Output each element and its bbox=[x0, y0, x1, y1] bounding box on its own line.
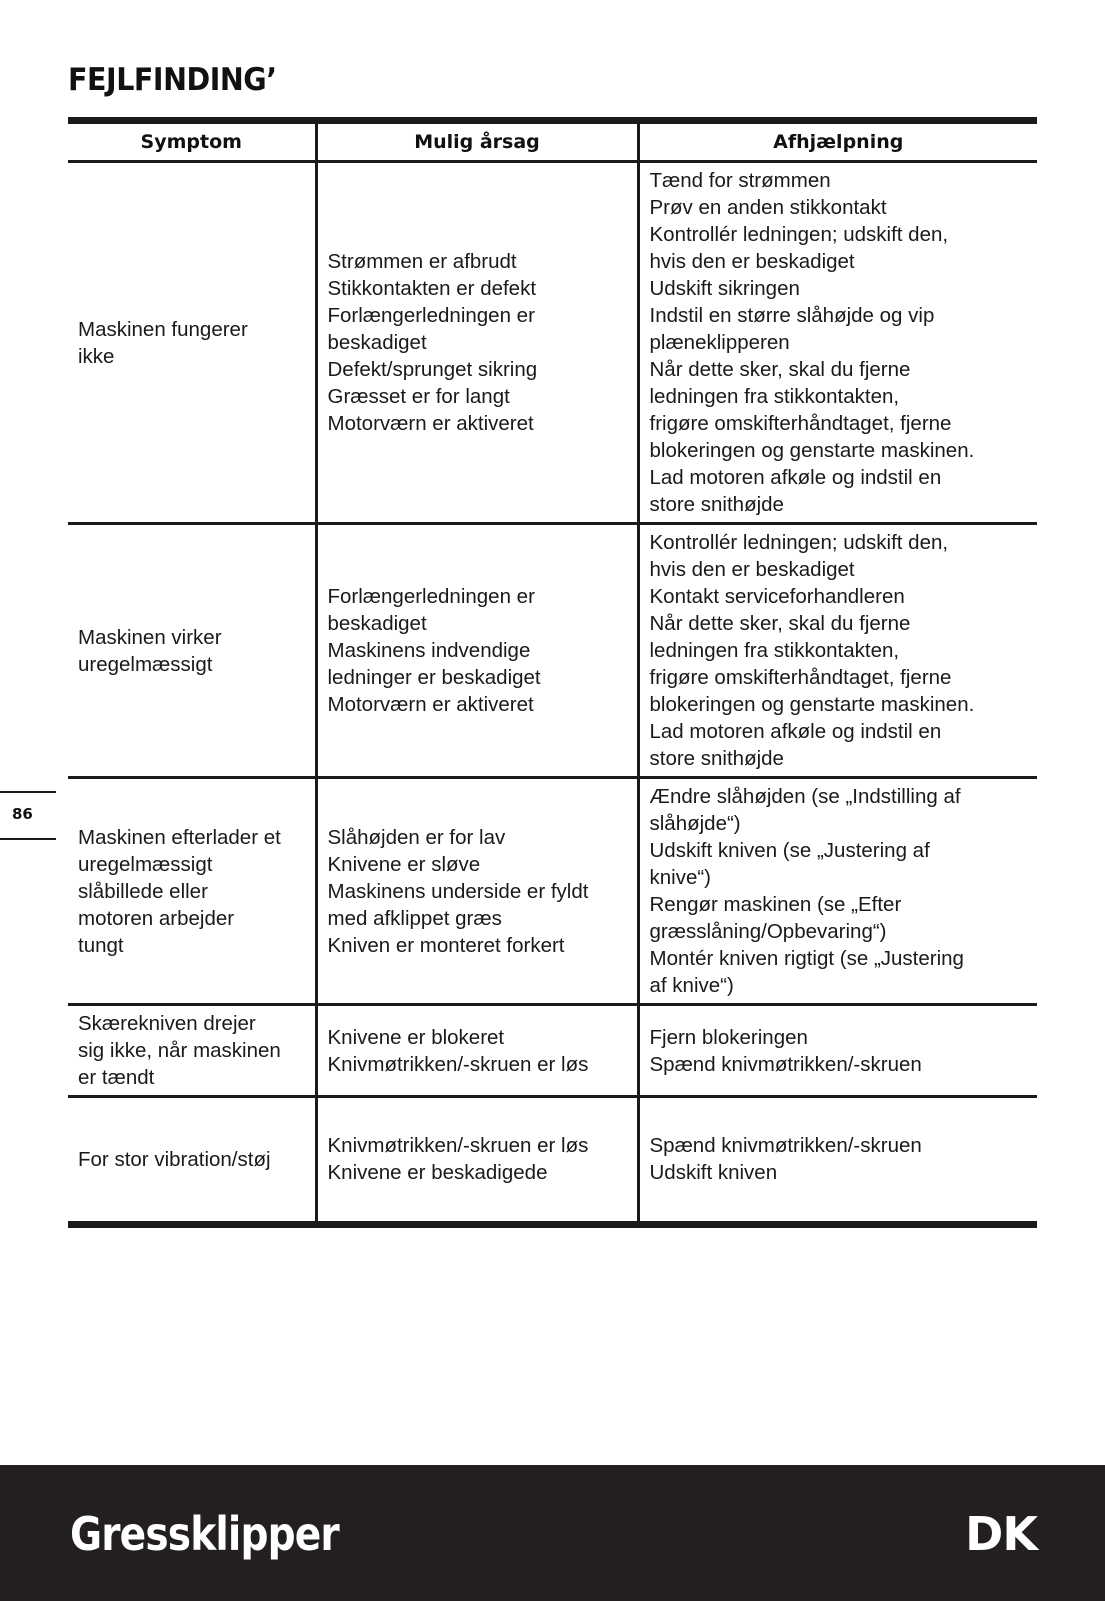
cause-line: ledninger er beskadiget bbox=[327, 666, 541, 689]
remedy-line: Prøv en anden stikkontakt bbox=[649, 196, 887, 219]
symptom-cell bbox=[68, 778, 316, 1005]
remedy-line: Tænd for strømmen bbox=[649, 169, 831, 192]
remedy-line: Kontrollér ledningen; udskift den, bbox=[649, 531, 949, 554]
table-row bbox=[68, 1097, 1037, 1221]
page-title: FEJLFINDING’ bbox=[68, 62, 277, 98]
remedy-line: slåhøjde“) bbox=[649, 812, 741, 835]
symptom-line: For stor vibration/støj bbox=[78, 1147, 271, 1171]
symptom-line: uregelmæssigt bbox=[78, 852, 213, 876]
cause-line: Motorværn er aktiveret bbox=[327, 693, 534, 716]
remedy-line: store snithøjde bbox=[649, 747, 784, 770]
symptom-line: tungt bbox=[78, 933, 124, 957]
remedy-cell bbox=[638, 524, 1037, 778]
remedy-line: knive“) bbox=[649, 866, 712, 889]
remedy-line: Når dette sker, skal du fjerne bbox=[649, 358, 911, 381]
cause-line: Kniven er monteret forkert bbox=[327, 933, 565, 957]
remedy-line: store snithøjde bbox=[649, 493, 784, 516]
remedy-line: Udskift sikringen bbox=[649, 277, 800, 300]
cause-cell bbox=[316, 778, 638, 1005]
footer-language-code: DK bbox=[965, 1507, 1037, 1561]
remedy-line: Spænd knivmøtrikken/-skruen bbox=[649, 1052, 922, 1076]
footer-bar bbox=[0, 1465, 1105, 1601]
cause-line: Knivene er blokeret bbox=[327, 1025, 505, 1049]
header-remedy: Afhjælpning bbox=[638, 124, 1037, 162]
cause-line: Knivmøtrikken/-skruen er løs bbox=[327, 1052, 589, 1076]
remedy-line: Ændre slåhøjden (se „Indstilling af bbox=[649, 785, 961, 808]
symptom-cell bbox=[68, 1005, 316, 1097]
table-body bbox=[68, 162, 1037, 1221]
symptom-cell bbox=[68, 524, 316, 778]
symptom-line: slåbillede eller bbox=[78, 879, 208, 903]
cause-line: Maskinens underside er fyldt bbox=[327, 879, 589, 903]
cause-line: Defekt/sprunget sikring bbox=[327, 358, 538, 381]
footer-product-name: Gressklipper bbox=[70, 1507, 339, 1561]
remedy-line: frigøre omskifterhåndtaget, fjerne bbox=[649, 412, 952, 435]
remedy-line: hvis den er beskadiget bbox=[649, 250, 855, 273]
remedy-line: græsslåning/Opbevaring“) bbox=[649, 920, 887, 943]
remedy-line: Lad motoren afkøle og indstil en bbox=[649, 466, 942, 489]
cause-line: Motorværn er aktiveret bbox=[327, 412, 534, 435]
cause-cell bbox=[316, 162, 638, 524]
symptom-line: uregelmæssigt bbox=[78, 652, 213, 676]
table-row bbox=[68, 524, 1037, 778]
remedy-line: ledningen fra stikkontakten, bbox=[649, 385, 900, 408]
page-number: 86 bbox=[12, 805, 33, 823]
remedy-line: Kontakt serviceforhandleren bbox=[649, 585, 905, 608]
symptom-line: ikke bbox=[78, 344, 115, 368]
table-row bbox=[68, 778, 1037, 1005]
remedy-line: Når dette sker, skal du fjerne bbox=[649, 612, 911, 635]
cause-line: beskadiget bbox=[327, 612, 427, 635]
table-row bbox=[68, 1005, 1037, 1097]
cause-line: Græsset er for langt bbox=[327, 385, 510, 408]
cause-line: Slåhøjden er for lav bbox=[327, 825, 506, 849]
table-header-row bbox=[68, 124, 1037, 162]
remedy-line: Udskift kniven bbox=[649, 1161, 778, 1185]
remedy-line: ledningen fra stikkontakten, bbox=[649, 639, 900, 662]
remedy-cell bbox=[638, 162, 1037, 524]
remedy-cell bbox=[638, 1005, 1037, 1097]
symptom-line: Maskinen virker bbox=[78, 625, 222, 649]
remedy-line: blokeringen og genstarte maskinen. bbox=[649, 439, 975, 462]
remedy-line: plæneklipperen bbox=[649, 331, 790, 354]
remedy-line: Kontrollér ledningen; udskift den, bbox=[649, 223, 949, 246]
remedy-line: Lad motoren afkøle og indstil en bbox=[649, 720, 942, 743]
remedy-line: blokeringen og genstarte maskinen. bbox=[649, 693, 975, 716]
remedy-line: Udskift kniven (se „Justering af bbox=[649, 839, 930, 862]
table-row bbox=[68, 162, 1037, 524]
cause-line: Knivene er sløve bbox=[327, 852, 481, 876]
symptom-line: Maskinen efterlader et bbox=[78, 825, 281, 849]
cause-cell bbox=[316, 1005, 638, 1097]
remedy-line: Spænd knivmøtrikken/-skruen bbox=[649, 1134, 922, 1158]
page-number-tab bbox=[0, 791, 56, 840]
symptom-cell bbox=[68, 1097, 316, 1221]
symptom-line: Skærekniven drejer bbox=[78, 1012, 256, 1035]
cause-cell bbox=[316, 1097, 638, 1221]
remedy-line: frigøre omskifterhåndtaget, fjerne bbox=[649, 666, 952, 689]
header-cause: Mulig årsag bbox=[316, 124, 638, 162]
cause-line: Knivene er beskadigede bbox=[327, 1161, 548, 1185]
troubleshooting-table bbox=[68, 117, 1037, 1228]
symptom-line: Maskinen fungerer bbox=[78, 317, 248, 341]
cause-line: Strømmen er afbrudt bbox=[327, 250, 517, 273]
remedy-line: Fjern blokeringen bbox=[649, 1025, 808, 1049]
cause-line: Stikkontakten er defekt bbox=[327, 277, 537, 300]
remedy-line: hvis den er beskadiget bbox=[649, 558, 855, 581]
cause-cell bbox=[316, 524, 638, 778]
troubleshooting-grid bbox=[68, 124, 1037, 1221]
remedy-line: Montér kniven rigtigt (se „Justering bbox=[649, 947, 964, 970]
cause-line: Knivmøtrikken/-skruen er løs bbox=[327, 1134, 589, 1158]
symptom-line: sig ikke, når maskinen bbox=[78, 1039, 281, 1062]
symptom-line: motoren arbejder bbox=[78, 906, 235, 930]
remedy-cell bbox=[638, 778, 1037, 1005]
remedy-line: af knive“) bbox=[649, 974, 734, 997]
cause-line: med afklippet græs bbox=[327, 906, 502, 930]
symptom-cell bbox=[68, 162, 316, 524]
cause-line: Maskinens indvendige bbox=[327, 639, 531, 662]
cause-line: Forlængerledningen er bbox=[327, 304, 535, 327]
symptom-line: er tændt bbox=[78, 1066, 155, 1089]
cause-line: Forlængerledningen er bbox=[327, 585, 535, 608]
cause-line: beskadiget bbox=[327, 331, 427, 354]
remedy-cell bbox=[638, 1097, 1037, 1221]
header-symptom: Symptom bbox=[68, 124, 316, 162]
remedy-line: Rengør maskinen (se „Efter bbox=[649, 893, 902, 916]
remedy-line: Indstil en større slåhøjde og vip bbox=[649, 304, 935, 327]
